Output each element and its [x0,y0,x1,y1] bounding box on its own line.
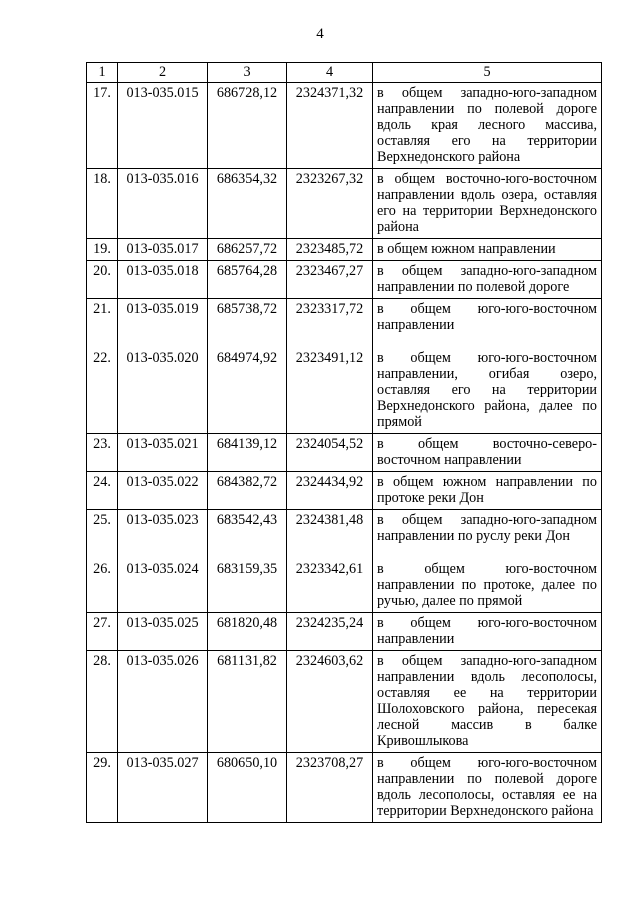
point-code: 013-035.017 [118,239,208,261]
direction-description: в общем юго-юго-восточном направлении по полевой дороге вдоль лесополосы, оставляя ее на территории Верхнедонского района [373,753,602,823]
coord-x: 681131,82 [208,651,287,753]
header-col-1: 1 [87,63,118,83]
header-row [87,63,602,83]
header-col-4: 4 [287,63,373,83]
direction-description: в общем юго-юго-восточном направлении [373,299,602,337]
direction-description: в общем восточно-северо-восточном направлении [373,434,602,472]
coord-x: 684974,92 [208,336,287,434]
header-col-5: 5 [373,63,602,83]
coord-y: 2324235,24 [287,613,373,651]
row-number: 29. [87,753,118,823]
point-code: 013-035.024 [118,547,208,613]
point-code: 013-035.026 [118,651,208,753]
direction-description: в общем юго-восточном направлении по протоке, далее по ручью, далее по прямой [373,547,602,613]
coord-y: 2323467,27 [287,261,373,299]
coord-y: 2324371,32 [287,83,373,169]
point-code: 013-035.020 [118,336,208,434]
coord-x: 684139,12 [208,434,287,472]
direction-description: в общем западно-юго-западном направлении по полевой дороге вдоль края лесного массива, оставляя его на территории Верхнедонского района [373,83,602,169]
table-body [87,83,602,823]
direction-description: в общем западно-юго-западном направлении по полевой дороге [373,261,602,299]
table-row [87,510,602,548]
table-header [87,63,602,83]
direction-description: в общем юго-юго-восточном направлении, огибая озеро, оставляя его на территории Верхнедонского района, далее по прямой [373,336,602,434]
coord-x: 684382,72 [208,472,287,510]
row-number: 28. [87,651,118,753]
coord-y: 2323491,12 [287,336,373,434]
coord-y: 2324381,48 [287,510,373,548]
row-number: 21. [87,299,118,337]
point-code: 013-035.027 [118,753,208,823]
table-row [87,547,602,613]
row-number: 22. [87,336,118,434]
table-row [87,651,602,753]
table-row [87,434,602,472]
coord-x: 685738,72 [208,299,287,337]
coord-y: 2323267,32 [287,169,373,239]
point-code: 013-035.018 [118,261,208,299]
header-col-2: 2 [118,63,208,83]
table-row [87,753,602,823]
coord-x: 683542,43 [208,510,287,548]
header-col-3: 3 [208,63,287,83]
table-row [87,299,602,337]
row-number: 27. [87,613,118,651]
coord-y: 2323708,27 [287,753,373,823]
table-row [87,239,602,261]
coord-y: 2323485,72 [287,239,373,261]
row-number: 17. [87,83,118,169]
coord-y: 2323342,61 [287,547,373,613]
point-code: 013-035.021 [118,434,208,472]
coord-y: 2324054,52 [287,434,373,472]
table-row [87,336,602,434]
table-row [87,472,602,510]
coord-y: 2324434,92 [287,472,373,510]
coord-x: 686354,32 [208,169,287,239]
direction-description: в общем западно-юго-западном направлении вдоль лесополосы, оставляя ее на территории Шолоховского района, пересекая лесной массив в балке Кривошлыкова [373,651,602,753]
direction-description: в общем западно-юго-западном направлении по руслу реки Дон [373,510,602,548]
boundary-points-table [86,62,602,823]
direction-description: в общем восточно-юго-восточном направлении вдоль озера, оставляя его на территории Верхнедонского района [373,169,602,239]
point-code: 013-035.016 [118,169,208,239]
table-row [87,613,602,651]
coord-x: 686728,12 [208,83,287,169]
row-number: 24. [87,472,118,510]
point-code: 013-035.023 [118,510,208,548]
point-code: 013-035.022 [118,472,208,510]
table-row [87,261,602,299]
row-number: 23. [87,434,118,472]
coord-x: 681820,48 [208,613,287,651]
page-number: 4 [316,26,324,42]
row-number: 19. [87,239,118,261]
table-row [87,83,602,169]
row-number: 20. [87,261,118,299]
point-code: 013-035.015 [118,83,208,169]
coord-x: 683159,35 [208,547,287,613]
coord-x: 686257,72 [208,239,287,261]
direction-description: в общем юго-юго-восточном направлении [373,613,602,651]
coord-x: 680650,10 [208,753,287,823]
row-number: 26. [87,547,118,613]
coord-y: 2324603,62 [287,651,373,753]
table-row [87,169,602,239]
row-number: 25. [87,510,118,548]
coord-x: 685764,28 [208,261,287,299]
row-number: 18. [87,169,118,239]
direction-description: в общем южном направлении по протоке реки Дон [373,472,602,510]
coord-y: 2323317,72 [287,299,373,337]
point-code: 013-035.025 [118,613,208,651]
direction-description: в общем южном направлении [373,239,602,261]
point-code: 013-035.019 [118,299,208,337]
